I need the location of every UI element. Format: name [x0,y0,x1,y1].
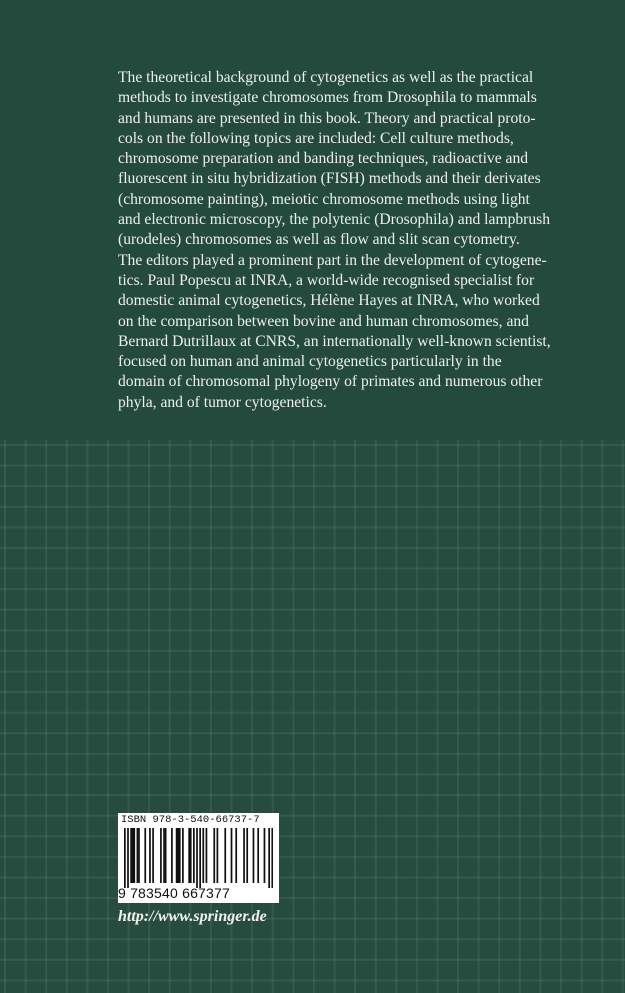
barcode-bar [137,828,139,883]
barcode-bar [193,828,195,883]
barcode-bar [127,828,129,888]
barcode-bar [124,828,126,888]
blurb-line: on the comparison between bovine and human chromosomes, and [118,312,529,330]
barcode-bar [190,828,192,883]
barcode-bar [246,828,248,883]
barcode-bar [171,828,173,883]
barcode-bar [176,828,178,883]
barcode-bar [130,828,132,883]
isbn-label: ISBN 978-3-540-66737-7 [121,814,260,826]
barcode-bar [202,828,204,883]
blurb-line: cols on the following topics are included: Cell culture methods, [118,129,514,147]
barcode-bar [163,828,165,883]
barcode-bar [132,828,134,883]
blurb-line: (urodeles) chromosomes as well as flow and slit scan cytometry. [118,231,520,249]
barcode-bar [133,828,135,883]
blurb-line: and humans are presented in this book. Theory and practical proto- [118,109,536,127]
barcode-bar [177,828,179,883]
barcode-bar [165,828,167,883]
blurb-line: Bernard Dutrillaux at CNRS, an internationally well-known scientist, [118,332,551,350]
barcode-bar [152,828,154,883]
barcode-bar [217,828,219,883]
blurb-line: phyla, and of tumor cytogenetics. [118,393,327,411]
barcode-bar [224,828,226,883]
blurb-line: and electronic microscopy, the polytenic (Drosophila) and lampbrush [118,211,551,229]
barcode-bar [235,828,237,883]
isbn-barcode [118,813,279,903]
barcode-bar [213,828,215,883]
blurb-line: tics. Paul Popescu at INRA, a world-wide recognised specialist for [118,271,535,289]
blurb-line: domestic animal cytogenetics, Hélène Hayes at INRA, who worked [118,292,540,310]
barcode-bar [138,828,140,883]
barcode-bar [196,828,198,888]
grid-pattern [0,440,625,993]
barcode-bar [257,828,259,883]
barcode-bar [271,828,273,888]
barcode-bar [199,828,201,888]
barcode-bar [268,828,270,888]
blurb-line: methods to investigate chromosomes from Drosophila to mammals [118,89,537,107]
barcode-bar [231,828,233,883]
barcode-bars [124,828,273,888]
barcode-bar [188,828,190,883]
blurb-line: fluorescent in situ hybridization (FISH) methods and their derivates [118,170,541,188]
barcode-bar [253,828,255,883]
blurb-line: The theoretical background of cytogenetics as well as the practical [118,69,534,86]
barcode-bar [149,828,151,883]
blurb-line: focused on human and animal cytogenetics particularly in the [118,353,502,371]
blurb-line: domain of chromosomal phylogeny of primates and numerous other [118,373,543,391]
barcode-digits: 9 783540 667377 [118,885,230,901]
barcode-bar [243,828,245,883]
publisher-url: http://www.springer.de [118,908,267,925]
barcode-bar [264,828,266,883]
blurb-line: The editors played a prominent part in the development of cytogene- [118,251,547,269]
barcode-bar [144,828,146,883]
blurb-text [118,68,570,413]
blurb-line: chromosome preparation and banding techniques, radioactive and [118,150,529,168]
barcode-bar [182,828,184,883]
blurb-line: (chromosome painting), meiotic chromosome methods using light [118,190,530,208]
barcode-bar [179,828,181,883]
barcode-bar [206,828,208,883]
barcode-bar [160,828,162,883]
